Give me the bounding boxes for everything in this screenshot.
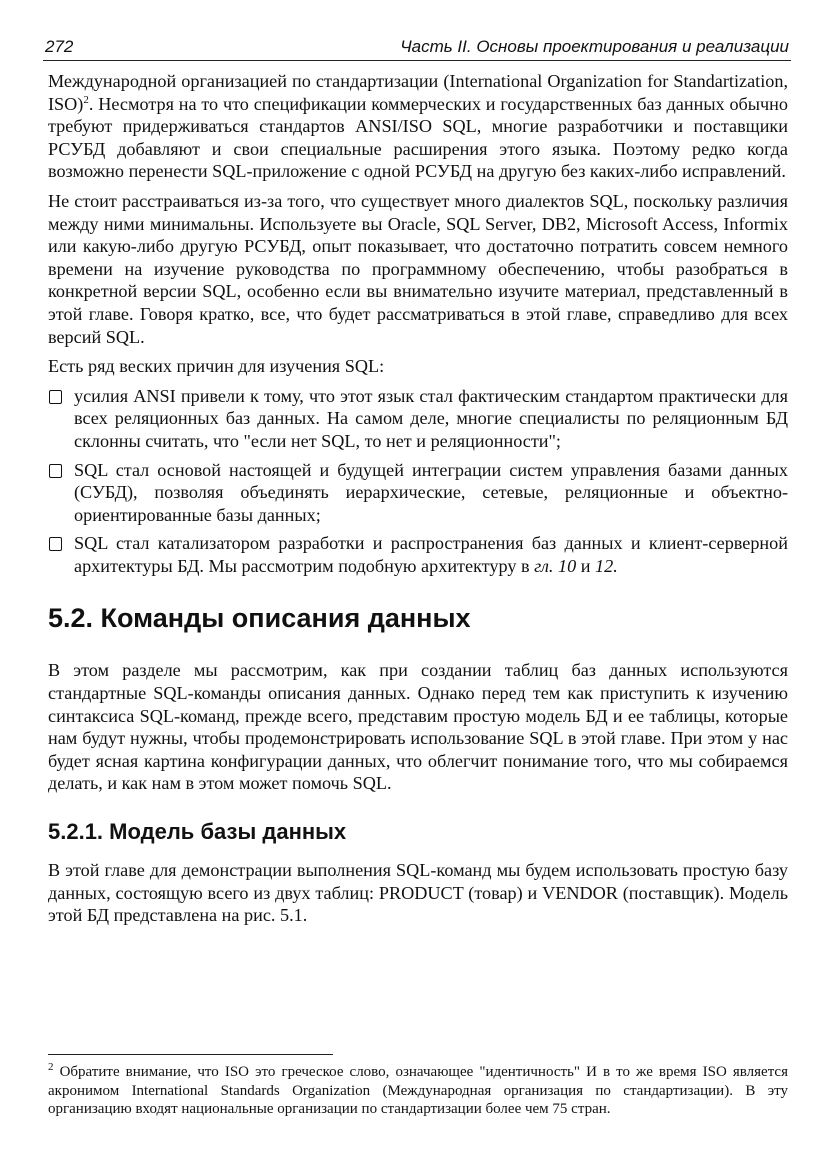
paragraph: Есть ряд веских причин для изучения SQL: (48, 356, 385, 377)
section-heading: 5.2. Команды описания данных (48, 603, 471, 634)
checkbox-bullet-icon (49, 390, 62, 404)
list-item-text: SQL стал катализатором разработки и распространения баз данных и клиент-серверной архитектуры БД. Мы рассмотрим подобную архитектуру в (74, 533, 788, 576)
footnote-divider (48, 1054, 333, 1055)
chapter-ref: гл. 10 (534, 555, 577, 576)
paragraph-text: . Несмотря на то что спецификации коммерческих и государственных баз данных обычно требуют придерживаться стандартов ANSI/ISO SQL, многие разработчики и поставщики РСУБД добавляют и свои специальные расширения этого языка. Поэтому редко когда возможно перенести SQL-приложение с одной РСУБД на другую без каких-либо исправлений. (48, 93, 788, 182)
paragraph: В этом разделе мы рассмотрим, как при создании таблиц баз данных используются стандартные SQL-команды описания данных. Однако перед тем как приступить к изучению синтаксиса SQL-команд, прежде всего, представим простую модель БД и ее таблицы, которые нам будут нужны, чтобы продемонстрировать использование SQL в этой главе. При этом у нас будет ясная картина конфигурации данных, что облегчит понимание того, что мы собираемся делать, и как нам в этом может помочь SQL. (48, 660, 788, 794)
paragraph-continuation (48, 70, 788, 183)
page-content (48, 70, 788, 934)
footnote (48, 1063, 788, 1119)
footnote-ref: 2 (83, 93, 89, 106)
footnote-marker: 2 (48, 1061, 54, 1073)
bullet-list (48, 385, 788, 578)
list-item-text: и (576, 555, 596, 576)
checkbox-bullet-icon (49, 537, 62, 551)
paragraph: Не стоит расстраиваться из-за того, что существует много диалектов SQL, поскольку различия между ними минимальны. Используете вы Oracle, SQL Server, DB2, Microsoft Access, Informix или какую-либо другую РСУБД, опыт показывает, что достаточно потратить совсем немного времени на изучение руководства по программному обеспечению, чтобы разобраться в конкретной версии SQL, особенно если вы внимательно изучите материал, представленный в этой главе. Говоря кратко, все, что будет рассматриваться в этой главе, справедливо для всех версий SQL. (48, 190, 788, 347)
list-item (48, 385, 788, 453)
list-item-text: SQL стал основой настоящей и будущей интеграции систем управления базами данных (СУБД), позволяя объединять иерархические, сетевые, реляционные и объектно-ориентированные базы данных; (74, 459, 788, 525)
paragraph-text: Международной организацией по стандартизации (International Organization for Standartization, ISO) (48, 71, 788, 114)
list-item (48, 459, 788, 527)
page-number: 272 (45, 37, 74, 56)
paragraph: В этой главе для демонстрации выполнения SQL-команд мы будем использовать простую базу данных, состоящую всего из двух таблиц: PRODUCT (товар) и VENDOR (поставщик). Модель этой БД представлена на рис. 5.1. (48, 860, 788, 926)
list-item (48, 532, 788, 577)
checkbox-bullet-icon (49, 464, 62, 478)
running-header (43, 36, 791, 61)
running-title: Часть II. Основы проектирования и реализации (400, 37, 789, 56)
subsection-heading: 5.2.1. Модель базы данных (48, 819, 347, 845)
footnote-text: Обратите внимание, что ISO это греческое слово, означающее "идентичность" И в то же время ISO является акронимом International Standards Organization (Международная организация по стандартизации). В эту организацию входят национальные организации по стандартизации более чем 75 стран. (48, 1064, 788, 1118)
list-item-text: усилия ANSI привели к тому, что этот язык стал фактическим стандартом практически для всех реляционных баз данных. На самом деле, многие специалисты по реляционным БД склонны считать, что "если нет SQL, то нет и реляционности"; (74, 385, 788, 451)
chapter-ref: 12. (595, 555, 618, 576)
